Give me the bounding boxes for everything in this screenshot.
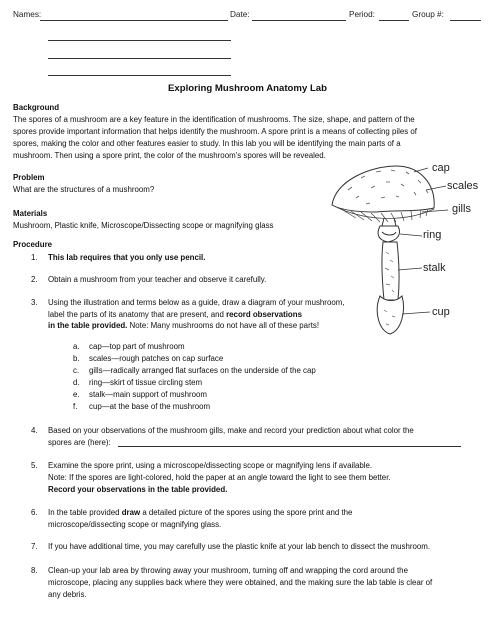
step-7-number: 7. (31, 542, 38, 551)
term-text-b: scales—rough patches on cap surface (89, 354, 224, 363)
step-3-line-3 (48, 320, 319, 333)
label-stalk: stalk (423, 262, 446, 274)
period-label: Period: (349, 10, 375, 19)
label-scales: scales (447, 180, 479, 192)
label-cup: cup (432, 306, 450, 318)
step-7-text: If you have additional time, you may carefully use the plastic knife at your lab bench to dissect the mushroom. (48, 542, 431, 551)
step-8-number: 8. (31, 566, 38, 575)
term-text-c: gills—radically arranged flat surfaces on the underside of the cap (89, 366, 316, 375)
materials-text: Mushroom, Plastic knife, Microscope/Dissecting scope or magnifying glass (13, 221, 274, 230)
problem-text: What are the structures of a mushroom? (13, 185, 155, 194)
step-4-line-2: spores are (here): (48, 438, 111, 447)
term-text-d: ring—skirt of tissue circling stem (89, 378, 203, 387)
term-text-f: cup—at the base of the mushroom (89, 402, 211, 411)
procedure-heading: Procedure (13, 240, 53, 249)
step-2-text: Obtain a mushroom from your teacher and observe it carefully. (48, 275, 267, 284)
names-line-2[interactable] (48, 40, 231, 41)
spore-prediction-line[interactable] (118, 446, 461, 447)
step-6-text-bold: draw (121, 508, 141, 517)
step-6-text-start: In the table provided (48, 508, 122, 517)
mushroom-ring-icon (378, 226, 399, 242)
step-8-line-3: any debris. (48, 590, 87, 599)
step-5-number: 5. (31, 461, 38, 470)
step-3-line-3-bold: in the table provided. (48, 321, 128, 330)
background-line-4: mushroom. Then using a spore print, the color of the mushroom’s spores will be revealed. (13, 151, 326, 160)
term-text-e: stalk—main support of mushroom (89, 390, 207, 399)
term-letter-a: a. (73, 342, 80, 351)
ring-pointer-line (400, 234, 422, 236)
names-label: Names: (13, 10, 42, 19)
mushroom-cap-icon (332, 166, 434, 212)
term-letter-b: b. (73, 354, 80, 363)
step-3-line-2-text: label the parts of its anatomy that are present, and (48, 310, 227, 319)
label-gills: gills (452, 203, 471, 215)
term-text-a: cap—top part of mushroom (89, 342, 185, 351)
page-title: Exploring Mushroom Anatomy Lab (167, 83, 327, 94)
group-label: Group #: (412, 10, 444, 19)
period-line[interactable] (379, 20, 409, 21)
names-line-3[interactable] (48, 58, 231, 59)
step-8-line-1: Clean-up your lab area by throwing away your mushroom, turning off and wrapping the cord around the (48, 566, 408, 575)
term-letter-d: d. (73, 378, 80, 387)
step-1-text: This lab requires that you only use pencil. (48, 253, 206, 262)
group-line[interactable] (450, 20, 481, 21)
step-6-line-2: microscope/dissecting scope or magnifying glass. (48, 520, 222, 529)
stalk-pointer-line (398, 268, 422, 270)
step-3-line-3-text: Note: Many mushrooms do not have all of these parts! (127, 321, 320, 330)
step-5-line-2: Note: If the spores are light-colored, hold the paper at an angle toward the light to see them better. (48, 473, 391, 482)
term-letter-e: e. (73, 390, 80, 399)
step-1-number: 1. (31, 253, 38, 262)
step-8-line-2: microscope, placing any supplies back where they were obtained, and the making sure the lab table is clear of (48, 578, 433, 587)
step-6-number: 6. (31, 508, 38, 517)
background-line-3: spores, making the color and other features easier to study. In this lab you will be identifying the main parts of a (13, 139, 401, 148)
materials-heading: Materials (13, 209, 48, 218)
step-3-number: 3. (31, 298, 38, 307)
names-line-1[interactable] (40, 20, 228, 21)
background-heading: Background (13, 103, 60, 112)
date-label: Date: (230, 10, 250, 19)
term-letter-f: f. (73, 402, 78, 411)
gills-pointer-line (422, 210, 448, 212)
mushroom-cup-icon (377, 296, 403, 334)
problem-heading: Problem (13, 173, 45, 182)
background-line-2: spores provide important information that helps identify the mushroom. A spore print is a means of collecting piles of (13, 127, 417, 136)
step-4-line-1: Based on your observations of the mushroom gills, make and record your prediction about what color the (48, 426, 414, 435)
label-ring: ring (423, 229, 442, 241)
names-line-4[interactable] (48, 75, 231, 76)
step-4-number: 4. (31, 426, 38, 435)
cup-pointer-line (402, 312, 430, 314)
term-letter-c: c. (73, 366, 80, 375)
step-5-line-1: Examine the spore print, using a microscope/dissecting scope or magnifying lens if available. (48, 461, 373, 470)
step-6-line-1 (48, 507, 352, 520)
step-3-line-1: Using the illustration and terms below as a guide, draw a diagram of your mushroom, (48, 298, 345, 307)
cap-pointer-line (414, 168, 428, 172)
label-cap: cap (432, 162, 450, 174)
step-6-text-end: a detailed picture of the spores using the spore print and the (140, 508, 353, 517)
step-5-line-3: Record your observations in the table provided. (48, 485, 228, 494)
date-line[interactable] (252, 20, 346, 21)
step-2-number: 2. (31, 275, 38, 284)
background-line-1: The spores of a mushroom are a key feature in the identification of mushrooms. The size, shape, and pattern of the (13, 115, 415, 124)
step-3-line-2-bold: record observations (226, 310, 302, 319)
